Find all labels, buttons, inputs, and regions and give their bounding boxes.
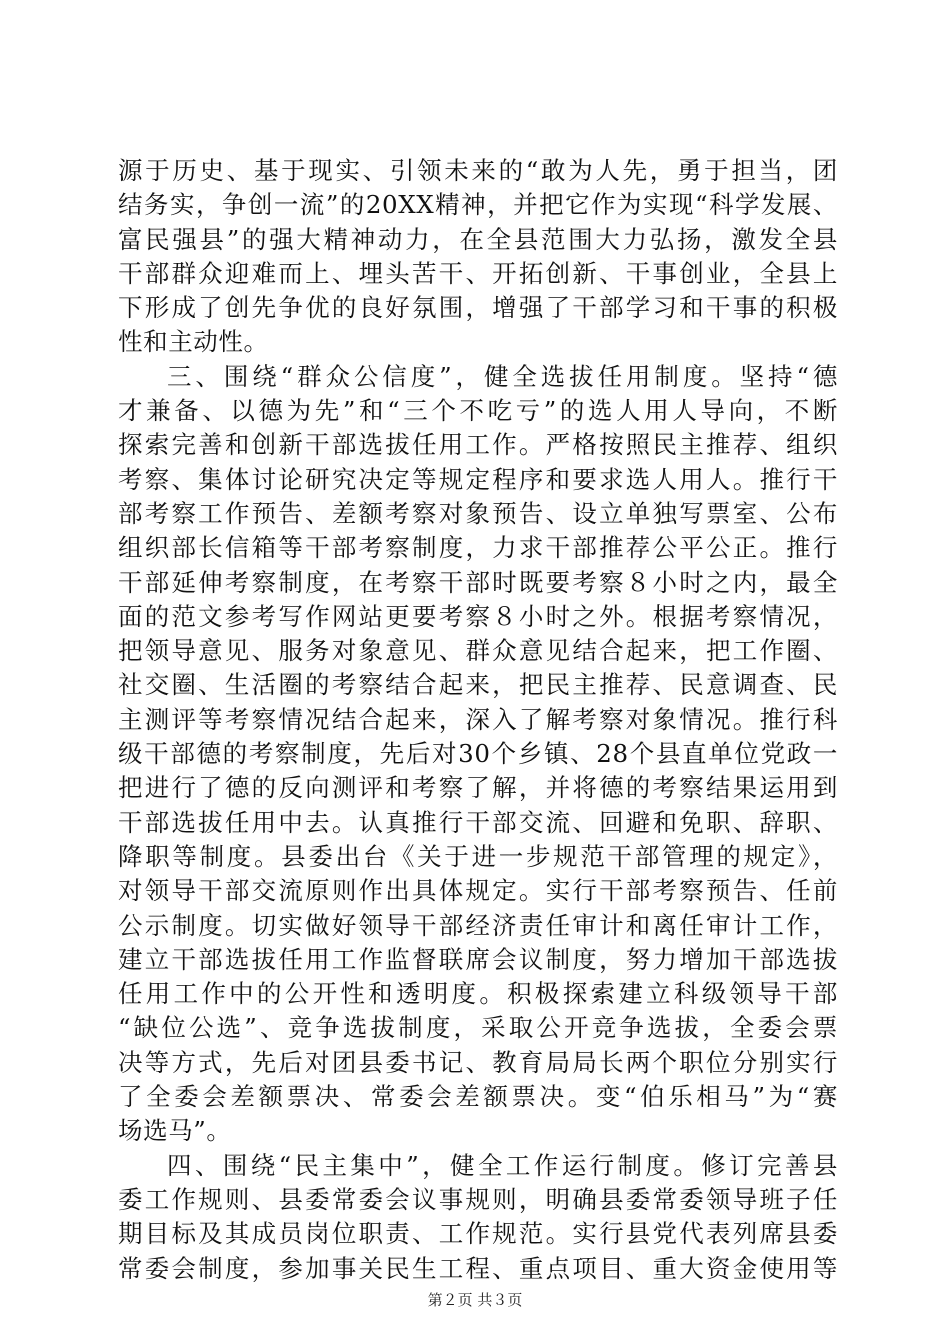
text-line: 结务实，争创一流”的20XX精神，并把它作为实现“科学发展、	[118, 190, 838, 220]
document-body	[118, 154, 838, 1286]
text-line: 公示制度。切实做好领导干部经济责任审计和离任审计工作，	[118, 910, 838, 940]
text-line: 把进行了德的反向测评和考察了解，并将德的考察结果运用到	[118, 773, 838, 803]
text-line: 探索完善和创新干部选拔任用工作。严格按照民主推荐、组织	[118, 430, 838, 460]
text-line: 对领导干部交流原则作出具体规定。实行干部考察预告、任前	[118, 876, 838, 906]
text-line: 富民强县”的强大精神动力，在全县范围大力弘扬，激发全县	[118, 224, 838, 254]
text-line: 场选马”。	[118, 1116, 232, 1146]
page-number-footer: 第２页 共３页	[427, 1291, 523, 1309]
text-line: 性和主动性。	[118, 327, 269, 357]
paragraph-heading-four: 四、围绕“民主集中”，健全工作运行制度。修订完善县	[167, 1150, 838, 1180]
text-line: 期目标及其成员岗位职责、工作规范。实行县党代表列席县委	[118, 1219, 838, 1249]
text-line: 主测评等考察情况结合起来，深入了解考察对象情况。推行科	[118, 704, 838, 734]
text-line: “缺位公选”、竞争选拔制度，采取公开竞争选拔，全委会票	[118, 1013, 838, 1043]
text-line: 干部延伸考察制度，在考察干部时既要考察８小时之内，最全	[118, 567, 838, 597]
text-line: 把领导意见、服务对象意见、群众意见结合起来，把工作圈、	[118, 636, 838, 666]
text-line: 任用工作中的公开性和透明度。积极探索建立科级领导干部	[118, 979, 838, 1009]
text-line: 组织部长信箱等干部考察制度，力求干部推荐公平公正。推行	[118, 533, 838, 563]
text-line: 源于历史、基于现实、引领未来的“敢为人先，勇于担当，团	[118, 156, 838, 185]
text-line: 建立干部选拔任用工作监督联席会议制度，努力增加干部选拔	[118, 944, 838, 974]
text-line: 干部群众迎难而上、埋头苦干、开拓创新、干事创业，全县上	[118, 258, 838, 288]
text-line: 常委会制度，参加事关民生工程、重点项目、重大资金使用等	[118, 1253, 838, 1283]
text-line: 级干部德的考察制度，先后对30个乡镇、28个县直单位党政一	[118, 739, 838, 769]
text-line: 部考察工作预告、差额考察对象预告、设立单独写票室、公布	[118, 498, 838, 528]
text-line: 了全委会差额票决、常委会差额票决。变“伯乐相马”为“赛	[118, 1082, 838, 1112]
text-line: 干部选拔任用中去。认真推行干部交流、回避和免职、辞职、	[118, 807, 838, 837]
text-line: 委工作规则、县委常委会议事规则，明确县委常委领导班子任	[118, 1184, 838, 1214]
text-line: 社交圈、生活圈的考察结合起来，把民主推荐、民意调查、民	[118, 670, 838, 700]
text-line: 降职等制度。县委出台《关于进一步规范干部管理的规定》，	[118, 841, 838, 871]
text-line: 面的范文参考写作网站更要考察８小时之外。根据考察情况，	[118, 601, 838, 631]
text-line: 下形成了创先争优的良好氛围，增强了干部学习和干事的积极	[118, 293, 838, 323]
text-line: 考察、集体讨论研究决定等规定程序和要求选人用人。推行干	[118, 464, 838, 494]
paragraph-heading-three: 三、围绕“群众公信度”，健全选拔任用制度。坚持“德	[167, 361, 838, 391]
text-line: 决等方式，先后对团县委书记、教育局局长两个职位分别实行	[118, 1047, 838, 1077]
text-line: 才兼备、以德为先”和“三个不吃亏”的选人用人导向，不断	[118, 396, 838, 426]
